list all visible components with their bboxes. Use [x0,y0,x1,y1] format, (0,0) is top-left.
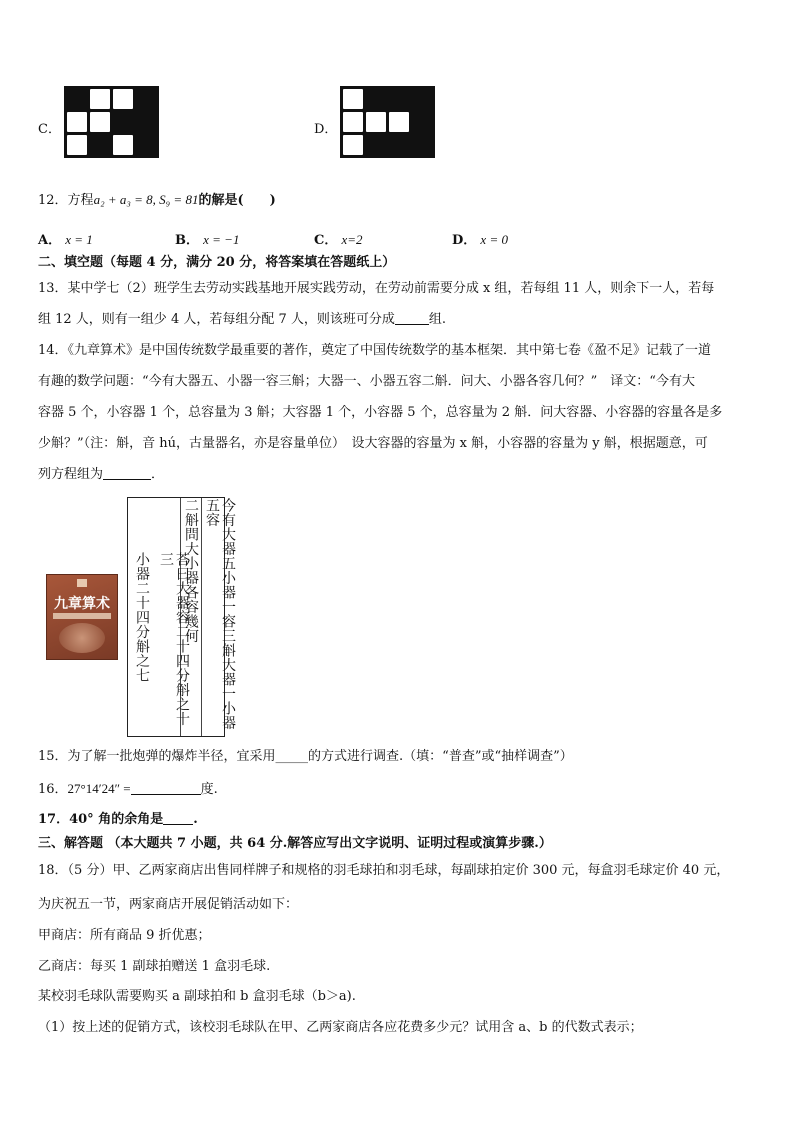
question-14-line1: 14．《九章算术》是中国传统数学最重要的著作，奠定了中国传统数学的基本框架．其中第七卷《盈不足》记载了一道 [38,343,712,358]
black-square [411,134,433,156]
section-heading-fill-in: 二、填空题（每题 4 分，满分 20 分，将答案填在答题纸上） [38,255,396,270]
book-emblem [77,579,87,587]
classical-text-column-3: 荅曰大器容二十四分斛之十三 [158,552,190,726]
question-17: 17．40° 角的余角是 . [38,812,198,827]
question-14-line5: 列方程组为 ． [38,467,165,482]
option-c-grid-figure [64,86,159,158]
white-square [89,88,111,110]
question-13-line1: 13．某中学七（2）班学生去劳动实践基地开展实践劳动，在劳动前需要分成 x 组，若每组 11 人，则余下一人，若每 [38,281,715,296]
question-stem: 方程 [67,193,94,208]
white-square [89,111,111,133]
question-15: 15．为了解一批炮弹的爆炸半径，宜采用_____的方式进行调查.（填：“普查”或“抽样调查”） [38,749,573,764]
classical-text-column-2: 二斛問大小器各容幾何 [183,498,199,643]
question-18-line5: 某校羽毛球队需要购买 a 副球拍和 b 盒羽毛球（b＞a). [38,989,356,1004]
answer-blank[interactable] [395,310,429,325]
white-square [365,111,387,133]
black-square [112,111,134,133]
question-18-line4: 乙商店：每买 1 副球拍赠送 1 盒羽毛球. [38,959,271,974]
black-square [135,88,157,110]
question-number: 12． [38,193,68,208]
column-divider [201,498,202,736]
q12-option-c: C． x=2 [314,232,363,248]
question-stem-suffix: 的解是( ) [198,193,276,208]
classical-text-column-4: 小器二十四分斛之七 [134,552,150,683]
answer-blank[interactable] [131,780,201,795]
answer-blank[interactable] [103,465,151,480]
classical-text-panel [127,497,236,737]
q12-option-b: B． x = −1 [175,232,240,248]
q12-option-a: A． x = 1 [38,232,93,248]
book-title: 九章算术 [54,596,110,612]
book-circle-decoration [59,623,105,653]
white-square [342,134,364,156]
white-square [388,111,410,133]
question-16: 16．27°14′24″ = 度. [38,781,218,797]
section-heading-solve: 三、解答题 （本大题共 7 小题，共 64 分.解答应写出文字说明、证明过程或演算步骤.） [38,836,552,851]
white-square [112,134,134,156]
question-14-line2: 有趣的数学问题：“今有大器五、小器一容三斛；大器一、小器五容二斛．问大、小器各容几何？” 译文：“今有大 [38,374,695,389]
option-d-label: D． [314,122,338,137]
black-square [66,88,88,110]
black-square [411,88,433,110]
white-square [342,88,364,110]
black-square [365,134,387,156]
equation: a₂ + a₃ = 8, S₉ = 81 [93,192,199,207]
book-cover-image [46,574,118,660]
question-18-line6: （1）按上述的促销方式，该校羽毛球队在甲、乙两家商店各应花费多少元？试用含 a、b 的代数式表示； [38,1020,643,1035]
white-square [342,111,364,133]
black-square [135,111,157,133]
white-square [112,88,134,110]
black-square [89,134,111,156]
black-square [388,88,410,110]
question-18-line3: 甲商店：所有商品 9 折优惠； [38,928,211,943]
question-18-line1: 18．（5 分）甲、乙两家商店出售同样牌子和规格的羽毛球拍和羽毛球，每副球拍定价 300 元，每盒羽毛球定价 40 元， [38,863,730,878]
question-18-line2: 为庆祝五一节，两家商店开展促销活动如下： [38,897,299,912]
question-14-line3: 容器 5 个，小容器 1 个，总容量为 3 斛；大容器 1 个，小容器 5 个，总容量为 2 斛．问大容器、小容器的容量各是多 [38,405,723,420]
white-square [66,134,88,156]
book-subtitle-bar [53,613,111,619]
black-square [388,134,410,156]
option-c-label: C． [38,122,61,137]
option-d-grid-figure [340,86,435,158]
white-square [66,111,88,133]
question-13-line2: 组 12 人，则有一组少 4 人，若每组分配 7 人，则该班可分成 组. [38,312,447,327]
classical-text-column-1: 今有大器五小器一容三斛大器一小器五容 [204,498,236,730]
black-square [365,88,387,110]
black-square [411,111,433,133]
black-square [135,134,157,156]
q12-option-d: D． x = 0 [452,232,508,248]
answer-blank[interactable] [163,810,193,825]
question-12 [38,190,276,211]
question-14-line4: 少斛？”（注：斛，音 hú，古量器名，亦是容量单位） 设大容器的容量为 x 斛，小容器的容量为 y 斛，根据题意，可 [38,436,708,451]
